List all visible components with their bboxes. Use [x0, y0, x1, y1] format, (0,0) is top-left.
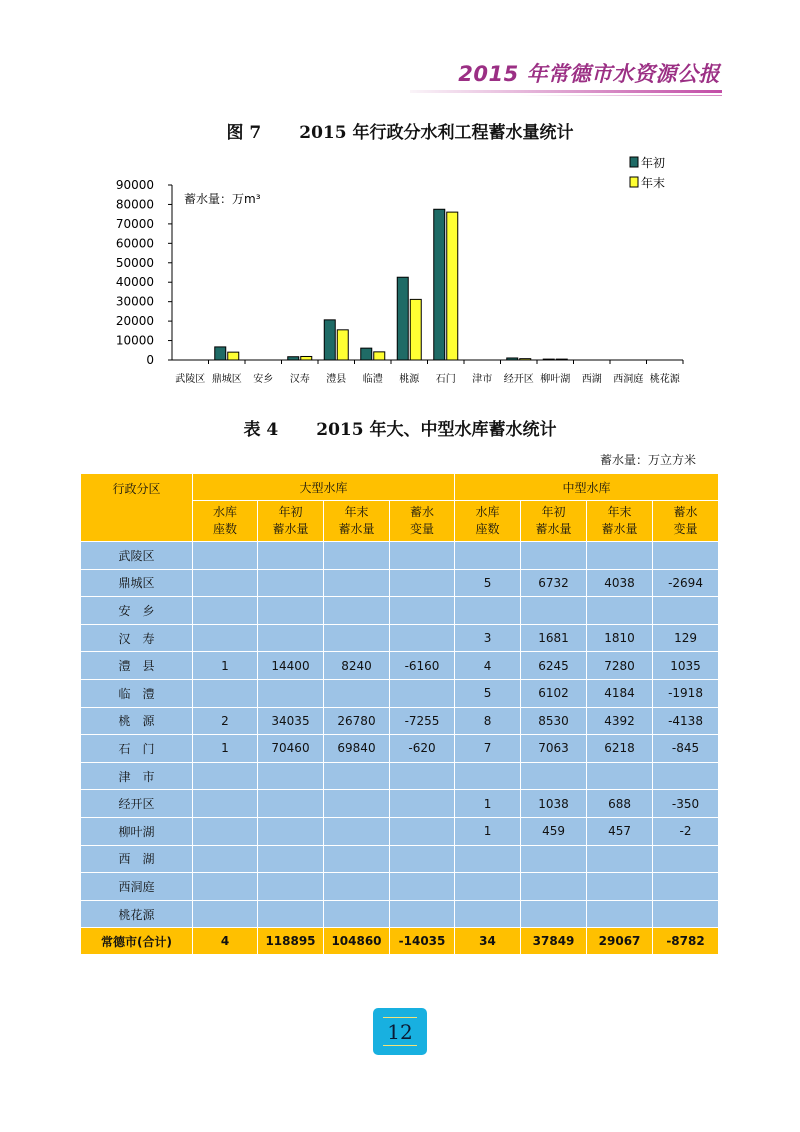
subheader-line: 蓄水量 — [272, 522, 309, 536]
table-cell: -7255 — [390, 707, 455, 735]
table-cell — [653, 762, 719, 790]
legend-label: 年初 — [641, 156, 666, 170]
table-cell — [258, 790, 324, 818]
y-tick-label: 10000 — [115, 333, 154, 348]
bar-start — [543, 359, 554, 360]
table-cell — [390, 679, 455, 707]
table-cell: 4392 — [587, 707, 653, 735]
col-region-header: 行政分区 — [81, 474, 193, 542]
bar-end — [374, 352, 385, 360]
table-row — [81, 790, 719, 818]
table-cell — [258, 597, 324, 625]
report-title: 2015 年常德市水资源公报 — [458, 62, 720, 86]
subheader-cell — [324, 501, 390, 542]
table-cell — [390, 542, 455, 570]
table-cell — [455, 900, 521, 928]
region-name: 桃 源 — [81, 707, 193, 735]
table-cell — [521, 762, 587, 790]
x-tick-label: 西湖 — [581, 374, 602, 385]
x-tick-label: 鼎城区 — [211, 374, 242, 385]
table-cell — [521, 542, 587, 570]
subheader-line: 蓄水 — [410, 505, 435, 519]
table-cell: 69840 — [324, 735, 390, 763]
table-cell: 34035 — [258, 707, 324, 735]
table-cell — [455, 542, 521, 570]
reservoir-table — [80, 473, 719, 955]
bar-end — [520, 359, 531, 360]
y-tick-label: 90000 — [115, 178, 154, 192]
figure-label: 图 7 — [226, 123, 262, 143]
x-tick-label: 汉寿 — [289, 374, 310, 385]
y-tick-label: 0 — [146, 353, 154, 367]
x-tick-label: 桃源 — [399, 374, 420, 385]
table-cell — [653, 542, 719, 570]
x-tick-label: 澧县 — [326, 374, 347, 385]
subheader-cell — [390, 501, 455, 542]
y-tick-label: 30000 — [115, 294, 154, 309]
region-name: 安 乡 — [81, 597, 193, 625]
table-cell — [587, 845, 653, 873]
total-row — [81, 928, 719, 955]
bar-start — [288, 357, 299, 360]
total-cell: 118895 — [258, 928, 324, 955]
y-axis — [116, 178, 172, 367]
table-cell — [324, 817, 390, 845]
table-cell — [390, 900, 455, 928]
bar-end — [556, 359, 567, 360]
total-cell: 4 — [193, 928, 258, 955]
table-cell — [324, 624, 390, 652]
table-cell — [521, 873, 587, 901]
table-cell: -1918 — [653, 679, 719, 707]
x-tick-label: 津市 — [472, 374, 493, 385]
table-cell: 5 — [455, 569, 521, 597]
table-cell — [193, 679, 258, 707]
legend-swatch — [630, 177, 638, 187]
table-cell — [193, 762, 258, 790]
bar-end — [337, 330, 348, 360]
table-cell — [587, 597, 653, 625]
table-row — [81, 569, 719, 597]
table-row — [81, 900, 719, 928]
table-cell — [390, 790, 455, 818]
table-cell: 8 — [455, 707, 521, 735]
y-axis-label: 蓄水量：万m³ — [184, 192, 261, 206]
table-row — [81, 845, 719, 873]
table-cell — [193, 569, 258, 597]
table-row — [81, 624, 719, 652]
table-cell — [258, 762, 324, 790]
x-tick-label: 经开区 — [503, 374, 534, 385]
legend-swatch — [630, 157, 638, 167]
group-large-header: 大型水库 — [193, 474, 455, 501]
table-cell — [258, 817, 324, 845]
table-cell: 4038 — [587, 569, 653, 597]
table-cell: 1 — [455, 790, 521, 818]
storage-bar-chart — [100, 155, 700, 395]
header-rule-thin — [520, 95, 722, 96]
table-cell: 1038 — [521, 790, 587, 818]
table-cell — [455, 597, 521, 625]
table-cell: 8530 — [521, 707, 587, 735]
table-cell — [390, 569, 455, 597]
group-medium-header: 中型水库 — [455, 474, 719, 501]
x-tick-label: 石门 — [435, 374, 456, 385]
legend-label: 年末 — [641, 176, 666, 190]
table-cell — [455, 762, 521, 790]
table-cell — [390, 762, 455, 790]
table-cell: 129 — [653, 624, 719, 652]
region-name: 经开区 — [81, 790, 193, 818]
subheader-line: 年末 — [344, 505, 369, 519]
table-cell — [324, 569, 390, 597]
y-tick-label: 20000 — [115, 314, 154, 329]
bar-start — [434, 209, 445, 360]
table-cell: 457 — [587, 817, 653, 845]
bar-start — [215, 347, 226, 360]
legend — [630, 155, 665, 190]
subheader-line: 年初 — [278, 505, 303, 519]
region-name: 临 澧 — [81, 679, 193, 707]
table-cell — [193, 873, 258, 901]
table-cell: 7 — [455, 735, 521, 763]
region-name: 津 市 — [81, 762, 193, 790]
table-cell: 7063 — [521, 735, 587, 763]
table-cell — [258, 569, 324, 597]
bar-start — [324, 320, 335, 360]
table-cell: 6245 — [521, 652, 587, 680]
total-cell: 104860 — [324, 928, 390, 955]
table-cell: 7280 — [587, 652, 653, 680]
table-cell: 3 — [455, 624, 521, 652]
table-cell — [455, 873, 521, 901]
bar-end — [228, 352, 239, 360]
table-cell: 14400 — [258, 652, 324, 680]
bar-end — [410, 299, 421, 360]
region-name: 西 湖 — [81, 845, 193, 873]
bar-start — [397, 277, 408, 360]
table-cell — [521, 597, 587, 625]
table-cell — [390, 597, 455, 625]
table-cell — [193, 542, 258, 570]
subheader-line: 蓄水量 — [535, 522, 572, 536]
subheader-line: 蓄水量 — [338, 522, 375, 536]
total-cell: -14035 — [390, 928, 455, 955]
total-cell: 29067 — [587, 928, 653, 955]
subheader-line: 水库 — [475, 505, 500, 519]
table-cell — [258, 542, 324, 570]
total-cell: 37849 — [521, 928, 587, 955]
table-cell — [587, 762, 653, 790]
subheader-cell — [587, 501, 653, 542]
table-row — [81, 542, 719, 570]
table-cell — [587, 873, 653, 901]
table-cell — [324, 900, 390, 928]
y-tick-label: 80000 — [115, 197, 154, 212]
y-tick-label: 50000 — [115, 255, 154, 270]
region-name: 汉 寿 — [81, 624, 193, 652]
x-tick-label: 武陵区 — [175, 374, 206, 385]
table-cell: 1 — [455, 817, 521, 845]
table-row — [81, 735, 719, 763]
table-cell — [193, 624, 258, 652]
figure-caption — [0, 118, 800, 143]
table-cell — [258, 624, 324, 652]
table-cell — [193, 790, 258, 818]
table-cell — [587, 900, 653, 928]
table-cell — [324, 790, 390, 818]
figure-title: 2015 年行政分水利工程蓄水量统计 — [299, 123, 574, 143]
x-tick-label: 桃花源 — [649, 374, 680, 385]
header-rule — [410, 90, 722, 93]
table-cell: 1 — [193, 735, 258, 763]
table-cell — [390, 624, 455, 652]
table-row — [81, 652, 719, 680]
table-cell — [587, 542, 653, 570]
y-tick-label: 40000 — [115, 275, 154, 290]
table-body — [81, 542, 719, 928]
table-cell: 4 — [455, 652, 521, 680]
region-name: 桃花源 — [81, 900, 193, 928]
table-cell: 26780 — [324, 707, 390, 735]
table-caption — [0, 415, 800, 440]
region-name: 武陵区 — [81, 542, 193, 570]
table-cell — [521, 900, 587, 928]
table-cell — [653, 873, 719, 901]
table-cell: 1 — [193, 652, 258, 680]
table-cell — [653, 597, 719, 625]
table-cell — [258, 679, 324, 707]
page-number: 12 — [387, 1019, 413, 1044]
region-name: 澧 县 — [81, 652, 193, 680]
subheader-cell — [653, 501, 719, 542]
table-row — [81, 817, 719, 845]
subheader-cell — [193, 501, 258, 542]
table-title: 2015 年大、中型水库蓄水统计 — [316, 420, 557, 440]
badge-line-bottom — [383, 1045, 417, 1046]
table-cell — [390, 873, 455, 901]
subheader-line: 座数 — [212, 522, 237, 536]
table-row — [81, 679, 719, 707]
table-cell: 459 — [521, 817, 587, 845]
table-cell: -845 — [653, 735, 719, 763]
table-cell: 6102 — [521, 679, 587, 707]
table-cell — [258, 873, 324, 901]
table-cell — [324, 845, 390, 873]
region-name: 柳叶湖 — [81, 817, 193, 845]
table-cell — [258, 845, 324, 873]
y-tick-label: 70000 — [115, 216, 154, 231]
x-tick-label: 临澧 — [362, 374, 383, 385]
subheader-line: 变量 — [673, 522, 698, 536]
total-cell: -8782 — [653, 928, 719, 955]
x-axis — [172, 360, 683, 385]
table-cell: 6732 — [521, 569, 587, 597]
table-cell: 2 — [193, 707, 258, 735]
subheader-cell — [521, 501, 587, 542]
badge-line-top — [383, 1017, 417, 1018]
table-cell: -620 — [390, 735, 455, 763]
bar-start — [361, 348, 372, 360]
table-cell: -2 — [653, 817, 719, 845]
table-row — [81, 707, 719, 735]
total-cell: 34 — [455, 928, 521, 955]
table-cell: 70460 — [258, 735, 324, 763]
subheader-line: 变量 — [410, 522, 435, 536]
region-name: 西洞庭 — [81, 873, 193, 901]
bar-start — [507, 358, 518, 360]
table-cell — [324, 542, 390, 570]
subheader-line: 蓄水 — [673, 505, 698, 519]
table-cell — [324, 679, 390, 707]
table-cell: 8240 — [324, 652, 390, 680]
table-cell — [324, 762, 390, 790]
table-cell: -2694 — [653, 569, 719, 597]
table-cell: 1681 — [521, 624, 587, 652]
table-cell: -350 — [653, 790, 719, 818]
table-cell: 688 — [587, 790, 653, 818]
table-cell: 4184 — [587, 679, 653, 707]
table-cell: 1035 — [653, 652, 719, 680]
table-cell: -4138 — [653, 707, 719, 735]
subheader-line: 水库 — [212, 505, 237, 519]
table-row — [81, 762, 719, 790]
table-cell: 6218 — [587, 735, 653, 763]
subheader-line: 蓄水量 — [601, 522, 638, 536]
table-label: 表 4 — [243, 420, 279, 440]
x-tick-label: 安乡 — [253, 374, 274, 385]
bar-end — [447, 212, 458, 360]
table-cell: 5 — [455, 679, 521, 707]
table-cell — [390, 845, 455, 873]
subheader-cell — [258, 501, 324, 542]
table-cell — [324, 597, 390, 625]
subheader-line: 座数 — [475, 522, 500, 536]
table-cell — [193, 900, 258, 928]
region-name: 石 门 — [81, 735, 193, 763]
table-cell — [390, 817, 455, 845]
table-cell: -6160 — [390, 652, 455, 680]
unit-note: 蓄水量：万立方米 — [599, 453, 696, 467]
table-row — [81, 873, 719, 901]
region-name: 鼎城区 — [81, 569, 193, 597]
y-tick-label: 60000 — [115, 236, 154, 251]
bar-end — [301, 356, 312, 360]
table-cell — [455, 845, 521, 873]
table-cell — [258, 900, 324, 928]
subheader-line: 年初 — [541, 505, 566, 519]
x-tick-label: 柳叶湖 — [540, 374, 571, 385]
table-cell — [193, 817, 258, 845]
table-cell — [193, 845, 258, 873]
bars — [215, 209, 568, 360]
total-label: 常德市(合计) — [81, 928, 193, 955]
table-cell — [653, 845, 719, 873]
table-cell — [521, 845, 587, 873]
subheader-cell — [455, 501, 521, 542]
page-number-badge — [373, 1008, 427, 1055]
x-tick-label: 西洞庭 — [613, 374, 644, 385]
subheader-line: 年末 — [607, 505, 632, 519]
table-cell — [193, 597, 258, 625]
table-row — [81, 597, 719, 625]
table-cell — [653, 900, 719, 928]
table-cell: 1810 — [587, 624, 653, 652]
table-cell — [324, 873, 390, 901]
